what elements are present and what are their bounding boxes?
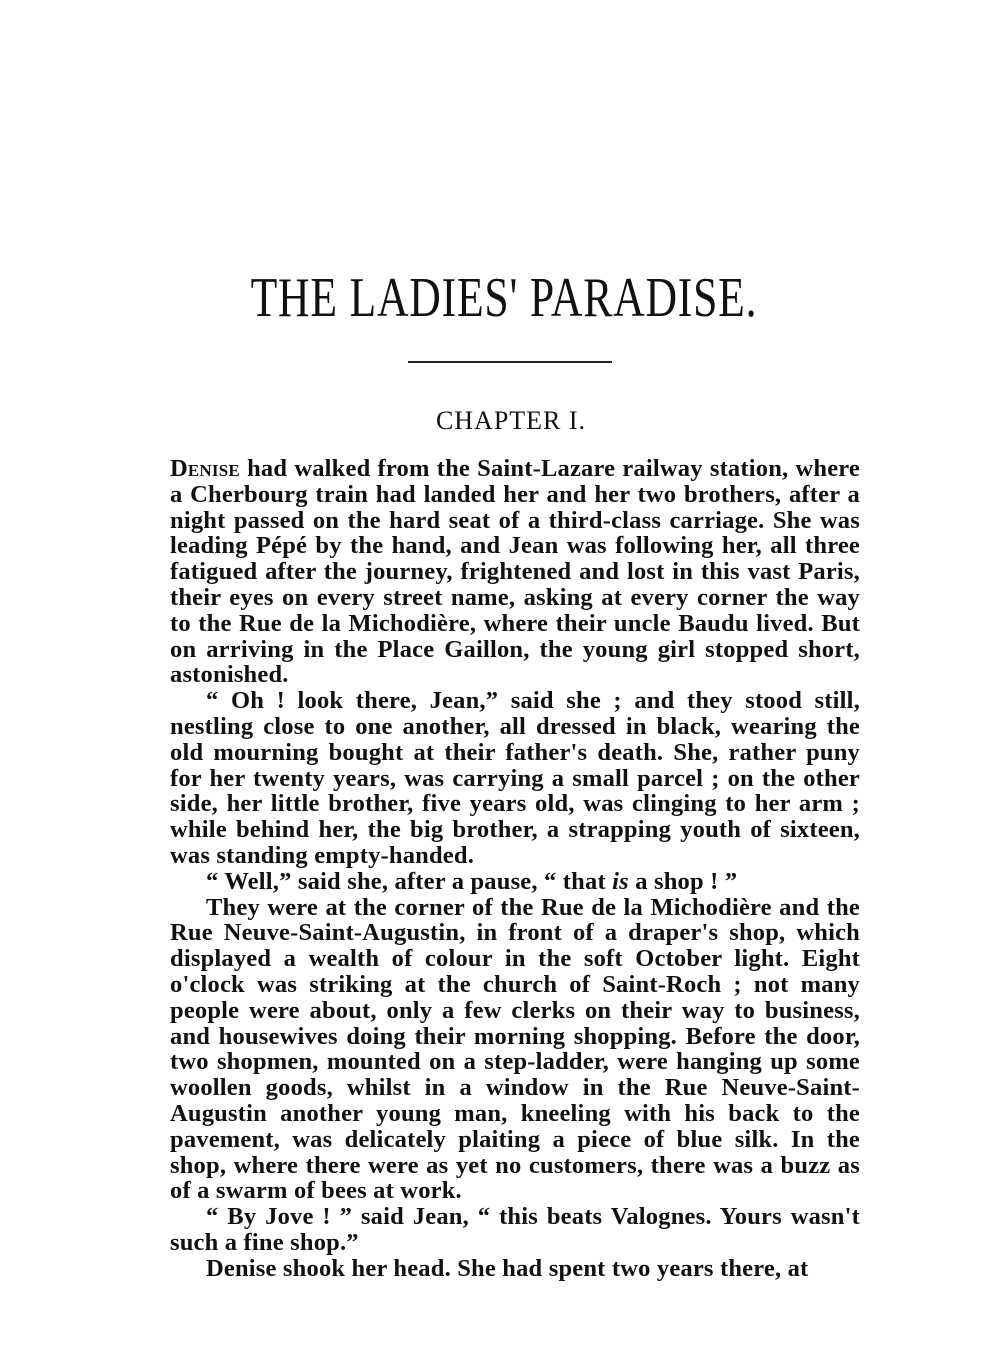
paragraph-1-text: had walked from the Saint-Lazare railway station, where a Cherbourg train had landed her and her two brothers, after a night passed on the hard seat of a third-class carriage. She was leading Pépé by the hand, and Jean was following her, all three fatigued after the journey, frightened and lost in this vast Paris, their eyes on every street name, asking at every corner the way to the Rue de la Michodière, where their uncle Baudu lived. But on arriving in the Place Gaillon, the young girl stopped short, astonished. [170, 455, 860, 689]
opening-word: Denise [170, 455, 240, 482]
paragraph-1 [170, 456, 860, 688]
paragraph-5: “ By Jove ! ” said Jean, “ this beats Valognes. Yours wasn't such a fine shop.” [170, 1203, 860, 1256]
book-title: THE LADIES' PARADISE. [250, 267, 758, 329]
paragraph-2: “ Oh ! look there, Jean,” said she ; and they stood still, nestling close to one another, all dressed in black, wearing the old mourning bought at their father's death. She, rather puny for her twenty years, was carrying a small parcel ; on the other side, her little brother, five years old, was clinging to her arm ; while behind her, the big brother, a strapping youth of sixteen, was standing empty-handed. [170, 687, 860, 869]
paragraph-3 [170, 869, 860, 895]
title-divider [408, 361, 612, 363]
paragraph-3-text-after: a shop ! ” [628, 867, 738, 895]
chapter-body [170, 456, 860, 1282]
chapter-heading: CHAPTER I. [435, 406, 587, 435]
paragraph-4: They were at the corner of the Rue de la Michodière and the Rue Neuve-Saint-Augustin, in front of a draper's shop, which displayed a wealth of colour in the soft October light. Eight o'clock was striking at the church of Saint-Roch ; not many people were about, only a few clerks on their way to business, and housewives doing their morning shopping. Before the door, two shopmen, mounted on a step-ladder, were hanging up some woollen goods, whilst in a window in the Rue Neuve-Saint-Augustin another young man, kneeling with his back to the pavement, was delicately plaiting a piece of blue silk. In the shop, where there were as yet no customers, there was a buzz as of a swarm of bees at work. [170, 893, 860, 1205]
paragraph-6: Denise shook her head. She had spent two years there, at [206, 1254, 809, 1282]
paragraph-3-text-before: “ Well,” said she, after a pause, “ that [206, 867, 613, 895]
paragraph-3-emphasis: is [612, 867, 629, 895]
